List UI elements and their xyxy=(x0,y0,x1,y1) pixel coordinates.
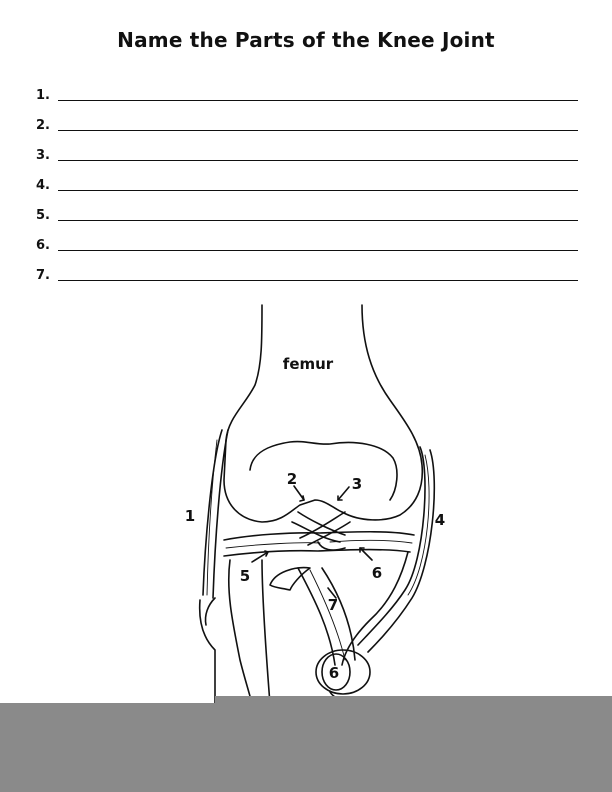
answer-line-number: 6. xyxy=(36,238,50,253)
page-title: Name the Parts of the Knee Joint xyxy=(117,28,495,52)
callout-6: 6 xyxy=(371,564,383,582)
grey-overlay-bar xyxy=(0,703,612,792)
ligament-4 xyxy=(358,447,425,645)
answer-line-number: 7. xyxy=(36,268,50,283)
callout-4: 4 xyxy=(434,511,446,529)
callout-7: 7 xyxy=(327,596,339,614)
answer-line-number: 2. xyxy=(36,118,50,133)
answer-line-number: 5. xyxy=(36,208,50,223)
callout-2: 2 xyxy=(286,470,298,488)
intercondylar-notch xyxy=(250,442,397,500)
callout-5: 5 xyxy=(239,567,251,585)
answer-line-number: 4. xyxy=(36,178,50,193)
callout-1: 1 xyxy=(184,507,196,525)
femur-label: femur xyxy=(282,355,334,373)
answer-line-number: 1. xyxy=(36,88,50,103)
callout-3: 3 xyxy=(351,475,363,493)
femur-outline xyxy=(224,305,422,522)
ligament-1 xyxy=(203,430,222,595)
answer-line-number: 3. xyxy=(36,148,50,163)
ligament-2 xyxy=(298,512,345,535)
patella-label: 6 xyxy=(328,664,340,682)
fibula-outline xyxy=(200,600,215,704)
